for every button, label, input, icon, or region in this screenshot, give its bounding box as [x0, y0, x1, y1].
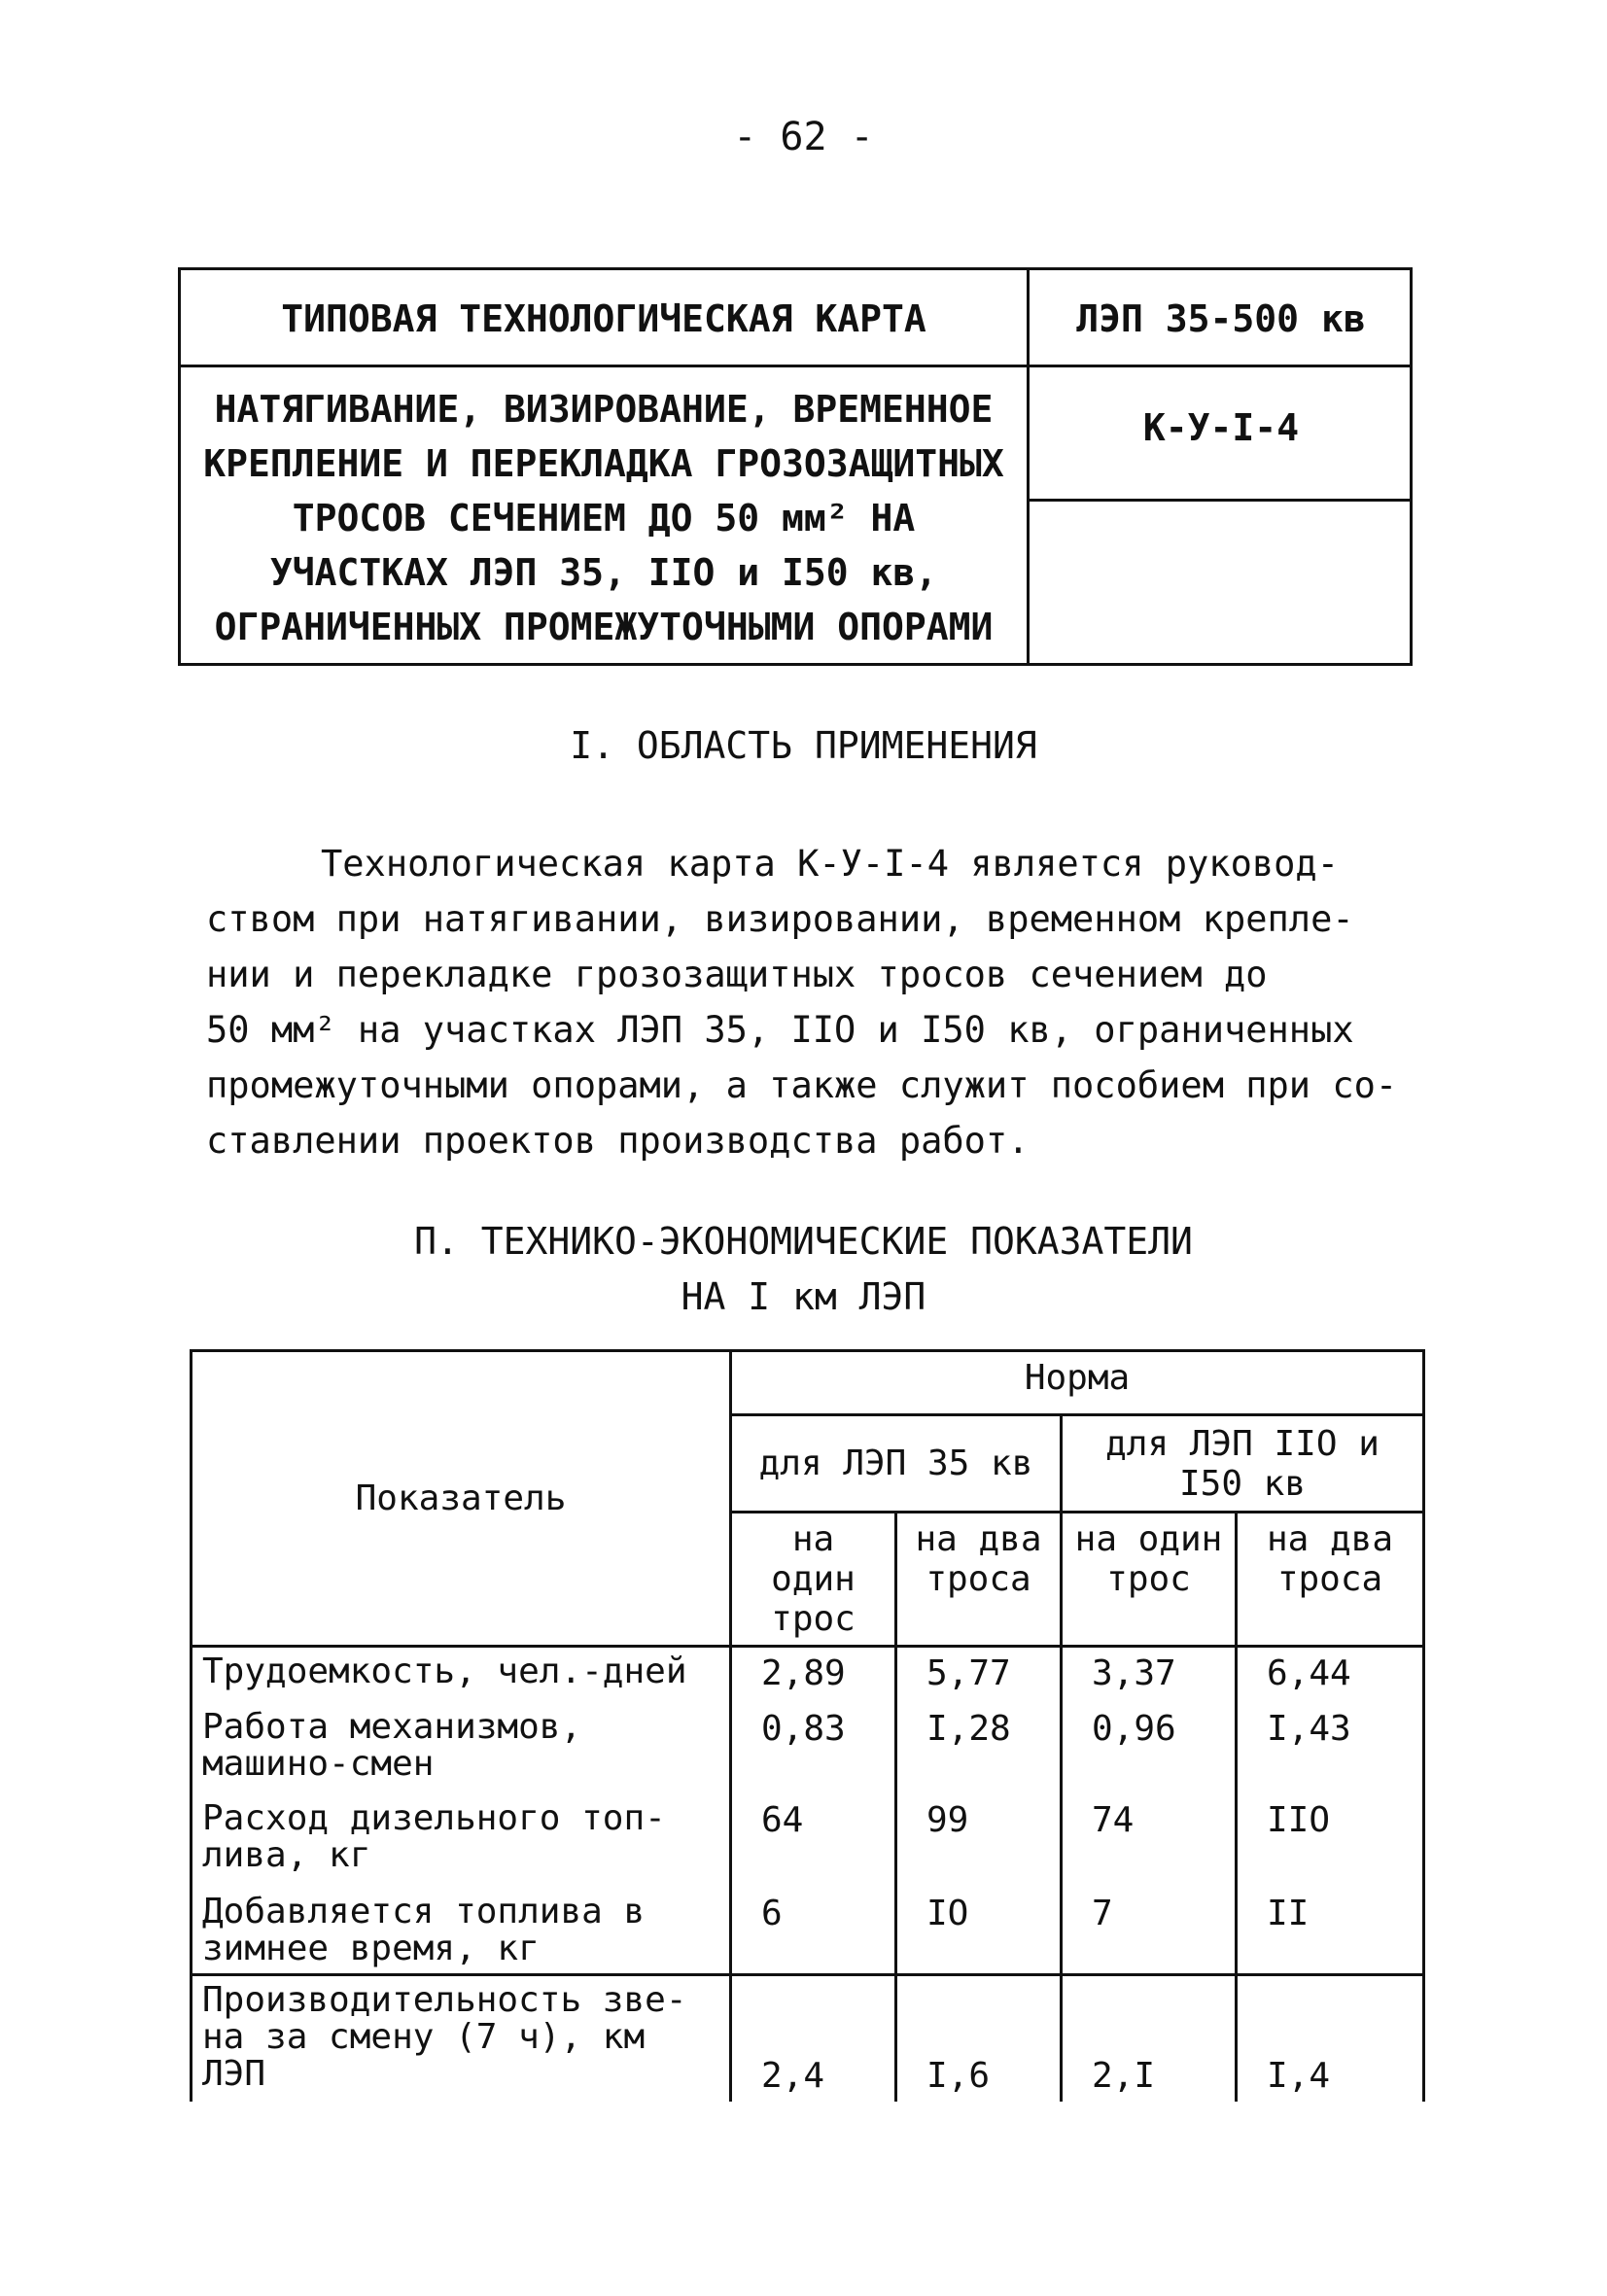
card-title-line: ОГРАНИЧЕННЫХ ПРОМЕЖУТОЧНЫМИ ОПОРАМИ [214, 606, 994, 648]
table-row [192, 1975, 1424, 2102]
card-scope: ЛЭП 35-500 кв [1076, 297, 1366, 340]
row-value: 2,4 [731, 1975, 896, 2102]
paragraph-line: Технологическая карта К-У-I-4 является руковод- [321, 843, 1339, 885]
row-value: I,43 [1237, 1703, 1424, 1794]
card-type-title: ТИПОВАЯ ТЕХНОЛОГИЧЕСКАЯ КАРТА [281, 297, 926, 340]
row-indicator: Производительность зве- на за смену (7 ч), км ЛЭП [192, 1975, 731, 2102]
section-heading-indicators: П. ТЕХНИКО-ЭКОНОМИЧЕСКИЕ ПОКАЗАТЕЛИ [414, 1220, 1193, 1263]
row-value: 99 [896, 1794, 1062, 1888]
row-value: 5,77 [896, 1647, 1062, 1703]
row-value: I,6 [896, 1975, 1062, 2102]
paragraph-line: промежуточными опорами, а также служит пособием при со- [206, 1064, 1398, 1106]
header-indicator: Показатель [192, 1351, 731, 1647]
card-title [181, 382, 1027, 654]
table-row [192, 1647, 1424, 1703]
row-value: 3,37 [1062, 1647, 1237, 1703]
row-value: I,28 [896, 1703, 1062, 1794]
row-value: 64 [731, 1794, 896, 1888]
page-number: - 62 - [733, 115, 874, 159]
row-indicator: Трудоемкость, чел.-дней [192, 1647, 731, 1703]
row-indicator: Расход дизельного топ- лива, кг [192, 1794, 731, 1888]
paragraph-line: 50 мм² на участках ЛЭП 35, IIO и I50 кв, ограниченных [206, 1009, 1354, 1051]
table-row [192, 1888, 1424, 1975]
header-group-35kv: для ЛЭП 35 кв [731, 1415, 1062, 1513]
card-title-line: ТРОСОВ СЕЧЕНИЕМ ДО 50 мм² НА [292, 497, 916, 539]
table-row [192, 1703, 1424, 1794]
row-value: 7 [1062, 1888, 1237, 1975]
row-value: 6 [731, 1888, 896, 1975]
section-heading-indicators-sub: НА I км ЛЭП [681, 1275, 926, 1318]
header-sub-two-cables: на два троса [896, 1513, 1062, 1647]
row-value: I,4 [1237, 1975, 1424, 2102]
paragraph-line: нии и перекладке грозозащитных тросов сечением до [206, 954, 1268, 995]
card-code: К-У-I-4 [1142, 406, 1300, 449]
row-indicator: Добавляется топлива в зимнее время, кг [192, 1888, 731, 1975]
row-value: IO [896, 1888, 1062, 1975]
header-sub-one-cable: на один трос [1062, 1513, 1237, 1647]
paragraph-line: ством при натягивании, визировании, временном крепле- [206, 898, 1354, 940]
header-sub-two-cables: на два троса [1237, 1513, 1424, 1647]
row-value: IIO [1237, 1794, 1424, 1888]
row-value: 2,89 [731, 1647, 896, 1703]
card-title-line: КРЕПЛЕНИЕ И ПЕРЕКЛАДКА ГРОЗОЗАЩИТНЫХ [203, 442, 1004, 485]
row-value: 2,I [1062, 1975, 1237, 2102]
header-sub-one-cable: на один трос [731, 1513, 896, 1647]
card-title-line: УЧАСТКАХ ЛЭП 35, IIO и I50 кв, [269, 551, 938, 594]
row-value: 0,83 [731, 1703, 896, 1794]
card-title-line: НАТЯГИВАНИЕ, ВИЗИРОВАНИЕ, ВРЕМЕННОЕ [214, 388, 994, 431]
scope-paragraph [206, 836, 1431, 1168]
card-header-table [178, 267, 1413, 666]
table-row [192, 1794, 1424, 1888]
header-norm: Норма [731, 1351, 1424, 1415]
row-value: 6,44 [1237, 1647, 1424, 1703]
row-value: 74 [1062, 1794, 1237, 1888]
row-value: 0,96 [1062, 1703, 1237, 1794]
indicators-table [190, 1349, 1425, 2102]
section-heading-scope: I. ОБЛАСТЬ ПРИМЕНЕНИЯ [570, 724, 1037, 767]
paragraph-line: ставлении проектов производства работ. [206, 1120, 1030, 1162]
row-value: II [1237, 1888, 1424, 1975]
header-group-110-150kv: для ЛЭП IIO и I50 кв [1062, 1415, 1424, 1513]
row-indicator: Работа механизмов, машино-смен [192, 1703, 731, 1794]
